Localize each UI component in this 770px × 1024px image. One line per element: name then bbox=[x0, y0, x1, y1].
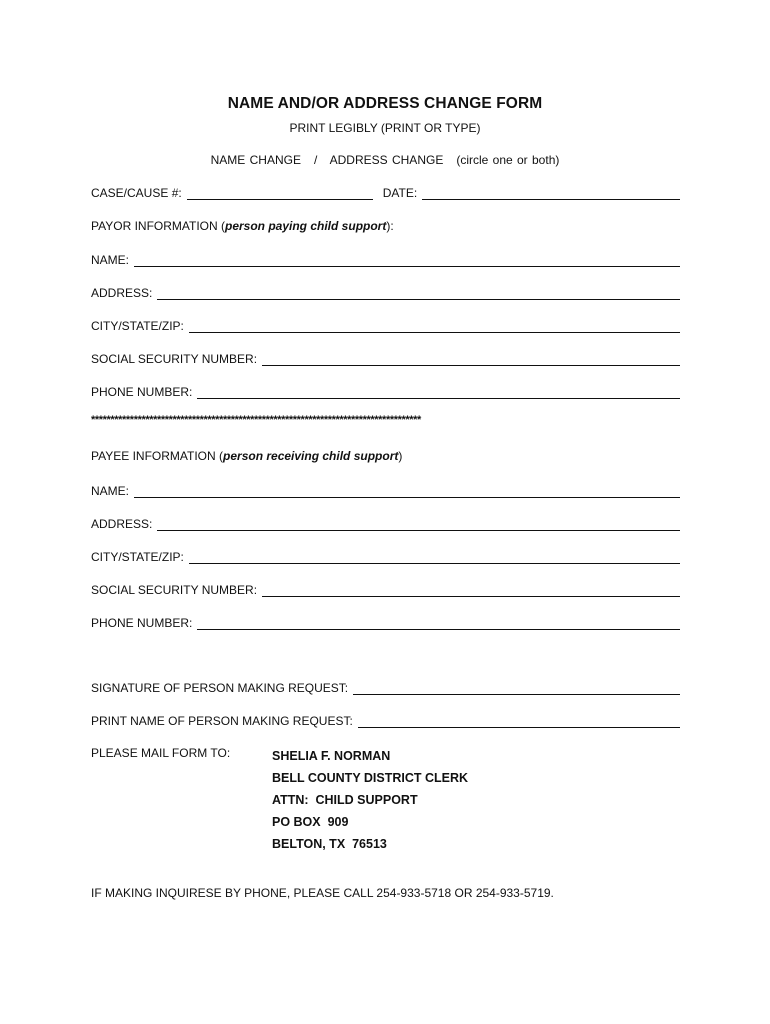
payee-city-field[interactable] bbox=[189, 551, 680, 564]
payor-address-label: ADDRESS: bbox=[91, 286, 153, 300]
mailing-address bbox=[272, 745, 468, 855]
section-separator: ************************************************************************************* bbox=[91, 414, 421, 426]
signature-row bbox=[91, 677, 680, 695]
print-name-label: PRINT NAME OF PERSON MAKING REQUEST: bbox=[91, 714, 353, 728]
address-line: BELL COUNTY DISTRICT CLERK bbox=[272, 771, 469, 785]
print-name-field[interactable] bbox=[358, 715, 680, 728]
payor-city-row bbox=[91, 315, 680, 333]
payor-city-field[interactable] bbox=[189, 320, 680, 333]
payor-city-label: CITY/STATE/ZIP: bbox=[91, 319, 184, 333]
payee-name-label: NAME: bbox=[91, 484, 130, 498]
mail-to-label: PLEASE MAIL FORM TO: bbox=[91, 746, 231, 760]
address-line: ATTN: CHILD SUPPORT bbox=[272, 793, 418, 807]
payee-address-row bbox=[91, 513, 680, 531]
payee-city-label: CITY/STATE/ZIP: bbox=[91, 550, 184, 564]
address-line: SHELIA F. NORMAN bbox=[272, 749, 391, 763]
payee-city-row bbox=[91, 546, 680, 564]
change-type-text: NAME CHANGE / ADDRESS CHANGE (circle one or both) bbox=[210, 153, 560, 167]
payor-ssn-row bbox=[91, 348, 680, 366]
payor-name-label: NAME: bbox=[91, 253, 130, 267]
form-subtitle: PRINT LEGIBLY (PRINT OR TYPE) bbox=[289, 121, 481, 135]
payor-phone-label: PHONE NUMBER: bbox=[91, 385, 193, 399]
payee-ssn-row bbox=[91, 579, 680, 597]
payee-ssn-field[interactable] bbox=[262, 584, 680, 597]
payor-ssn-label: SOCIAL SECURITY NUMBER: bbox=[91, 352, 258, 366]
payee-ssn-label: SOCIAL SECURITY NUMBER: bbox=[91, 583, 258, 597]
payor-heading: PAYOR INFORMATION (person paying child support): bbox=[91, 219, 394, 233]
address-line: PO BOX 909 bbox=[272, 815, 349, 829]
case-label: CASE/CAUSE #: bbox=[91, 186, 182, 200]
payor-phone-field[interactable] bbox=[197, 386, 680, 399]
date-label: DATE: bbox=[382, 186, 418, 200]
phone-inquiry-note: IF MAKING INQUIRESE BY PHONE, PLEASE CALL 254-933-5718 OR 254-933-5719. bbox=[91, 886, 554, 900]
payee-phone-field[interactable] bbox=[197, 617, 680, 630]
payor-ssn-field[interactable] bbox=[262, 353, 680, 366]
payee-address-label: ADDRESS: bbox=[91, 517, 153, 531]
payor-name-field[interactable] bbox=[134, 254, 680, 267]
payor-heading-emphasis: person paying child support bbox=[225, 219, 387, 233]
payor-phone-row bbox=[91, 381, 680, 399]
payor-address-row bbox=[91, 282, 680, 300]
date-field[interactable] bbox=[422, 187, 680, 200]
form-title: NAME AND/OR ADDRESS CHANGE FORM bbox=[227, 95, 543, 112]
address-line: BELTON, TX 76513 bbox=[272, 837, 387, 851]
payor-name-row bbox=[91, 249, 680, 267]
case-date-row bbox=[91, 182, 680, 200]
payee-heading: PAYEE INFORMATION (person receiving child support) bbox=[91, 449, 403, 463]
payee-address-field[interactable] bbox=[157, 518, 680, 531]
case-number-field[interactable] bbox=[187, 187, 373, 200]
payee-name-field[interactable] bbox=[134, 485, 680, 498]
payee-phone-row bbox=[91, 612, 680, 630]
payee-heading-emphasis: person receiving child support bbox=[223, 449, 399, 463]
payee-phone-label: PHONE NUMBER: bbox=[91, 616, 193, 630]
signature-field[interactable] bbox=[353, 682, 680, 695]
signature-label: SIGNATURE OF PERSON MAKING REQUEST: bbox=[91, 681, 349, 695]
print-name-row bbox=[91, 710, 680, 728]
payee-name-row bbox=[91, 480, 680, 498]
payor-address-field[interactable] bbox=[157, 287, 680, 300]
change-type-options bbox=[0, 153, 770, 167]
